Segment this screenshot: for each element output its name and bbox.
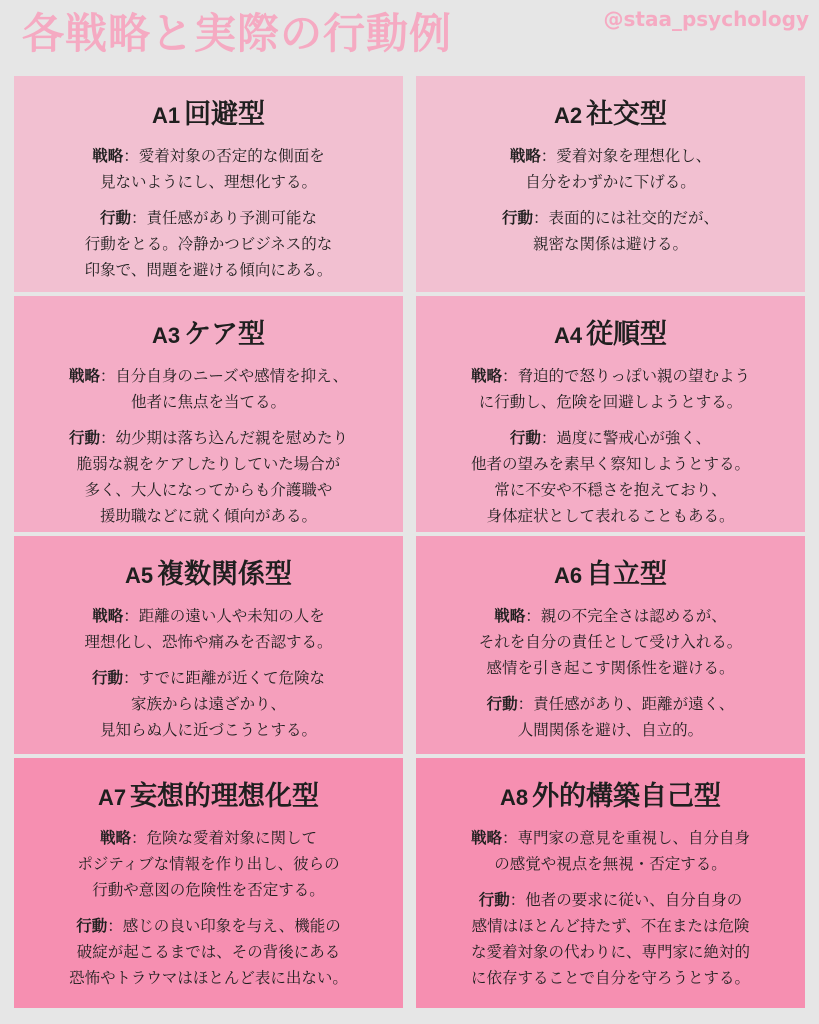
card-title	[426, 312, 795, 351]
strategy-body: ：親の不完全さは認めるが、 それを自分の責任として受け入れる。 感情を引き起こす関係性を避ける。	[478, 607, 743, 677]
page-title: 各戦略と実際の行動例	[22, 9, 453, 58]
card-code: A3	[151, 323, 181, 348]
card-code: A4	[553, 323, 583, 348]
strategy-label: 戦略	[92, 607, 124, 625]
card-name: 従順型	[586, 319, 668, 350]
strategy-label: 戦略	[470, 829, 502, 847]
behavior-text	[426, 205, 795, 257]
card-name: 社交型	[586, 99, 668, 130]
card-a5	[14, 536, 403, 754]
behavior-text	[24, 205, 393, 283]
account-handle: @staa_psychology	[603, 7, 809, 31]
card-a4	[416, 296, 805, 532]
behavior-text	[24, 665, 393, 743]
card-title	[24, 312, 393, 351]
strategy-label: 戦略	[494, 607, 526, 625]
card-name: 妄想的理想化型	[130, 781, 320, 812]
behavior-text	[24, 425, 393, 529]
header	[0, 0, 819, 72]
strategy-text	[426, 363, 795, 415]
strategy-grid	[14, 76, 805, 1008]
behavior-label: 行動	[76, 917, 108, 935]
behavior-text	[426, 425, 795, 529]
strategy-body: ：危険な愛着対象に関して ポジティブな情報を作り出し、彼らの 行動や意図の危険性を否定する。	[77, 829, 340, 899]
strategy-text	[426, 143, 795, 195]
behavior-text	[426, 887, 795, 991]
card-a2	[416, 76, 805, 292]
strategy-body: ：専門家の意見を重視し、自分自身 の感覚や視点を無視・否定する。	[494, 829, 751, 873]
strategy-label: 戦略	[92, 147, 124, 165]
behavior-body: ：責任感があり予測可能な 行動をとる。冷静かつビジネス的な 印象で、問題を避ける傾向にある。	[84, 209, 333, 279]
strategy-label: 戦略	[99, 829, 131, 847]
card-name: 複数関係型	[157, 559, 293, 590]
strategy-label: 戦略	[68, 367, 100, 385]
strategy-label: 戦略	[470, 367, 502, 385]
behavior-label: 行動	[92, 669, 124, 687]
card-code: A8	[499, 785, 529, 810]
strategy-body: ：脅迫的で怒りっぽい親の望むよう に行動し、危険を回避しようとする。	[478, 367, 751, 411]
card-name: 自立型	[586, 559, 668, 590]
card-name: ケア型	[184, 319, 266, 350]
strategy-text	[24, 825, 393, 903]
card-a3	[14, 296, 403, 532]
card-code: A6	[553, 563, 583, 588]
strategy-text	[24, 363, 393, 415]
card-title	[426, 92, 795, 131]
card-title	[24, 552, 393, 591]
strategy-label: 戦略	[509, 147, 541, 165]
behavior-label: 行動	[99, 209, 131, 227]
card-code: A1	[151, 103, 181, 128]
card-a8	[416, 758, 805, 1008]
card-code: A2	[553, 103, 583, 128]
behavior-text	[426, 691, 795, 743]
strategy-body: ：愛着対象を理想化し、 自分をわずかに下げる。	[525, 147, 712, 191]
behavior-label: 行動	[501, 209, 533, 227]
behavior-body: ：過度に警戒心が強く、 他者の望みを素早く察知しようとする。 常に不安や不穏さを抱えており、 身体症状として表れることもある。	[470, 429, 750, 525]
card-title	[426, 552, 795, 591]
card-title	[24, 774, 393, 813]
card-a7	[14, 758, 403, 1008]
strategy-text	[24, 143, 393, 195]
behavior-label: 行動	[509, 429, 541, 447]
card-title	[426, 774, 795, 813]
behavior-body: ：幼少期は落ち込んだ親を慰めたり 脆弱な親をケアしたりしていた場合が 多く、大人になってからも介護職や 援助職などに就く傾向がある。	[76, 429, 349, 525]
strategy-text	[426, 603, 795, 681]
card-name: 外的構築自己型	[532, 781, 722, 812]
behavior-body: ：表面的には社交的だが、 親密な関係は避ける。	[532, 209, 720, 253]
behavior-body: ：責任感があり、距離が遠く、 人間関係を避け、自立的。	[517, 695, 735, 739]
behavior-label: 行動	[478, 891, 510, 909]
behavior-body: ：感じの良い印象を与え、機能の 破綻が起こるまでは、その背後にある 恐怖やトラウマはほとんど表に出ない。	[69, 917, 348, 987]
strategy-text	[426, 825, 795, 877]
strategy-body: ：愛着対象の否定的な側面を 見ないようにし、理想化する。	[99, 147, 325, 191]
card-code: A5	[124, 563, 154, 588]
card-code: A7	[97, 785, 127, 810]
behavior-body: ：他者の要求に従い、自分自身の 感情はほとんど持たず、不在または危険 な愛着対象の代わりに、専門家に絶対的 に依存することで自分を守ろうとする。	[470, 891, 750, 987]
card-title	[24, 92, 393, 131]
strategy-body: ：距離の遠い人や未知の人を 理想化し、恐怖や痛みを否認する。	[84, 607, 333, 651]
behavior-body: ：すでに距離が近くて危険な 家族からは遠ざかり、 見知らぬ人に近づこうとする。	[99, 669, 325, 739]
card-name: 回避型	[184, 99, 266, 130]
strategy-text	[24, 603, 393, 655]
card-a6	[416, 536, 805, 754]
behavior-text	[24, 913, 393, 991]
card-a1	[14, 76, 403, 292]
strategy-body: ：自分自身のニーズや感情を抑え、 他者に焦点を当てる。	[99, 367, 349, 411]
behavior-label: 行動	[68, 429, 100, 447]
behavior-label: 行動	[486, 695, 518, 713]
